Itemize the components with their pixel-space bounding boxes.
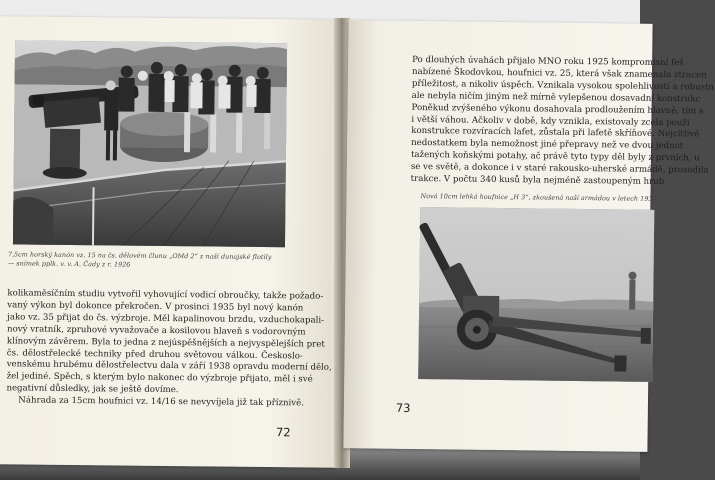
page-number-left: 72 <box>275 425 291 440</box>
page-number-right: 73 <box>395 400 411 415</box>
text-line: žel jediné. Spěch, s kterým bylo nakonec do výzbroje přijato, měl i své <box>6 371 313 385</box>
text-line: jako vz. 35 přijat do čs. výzbroje. Měl kapalinovou brzdu, vzduchokapali- <box>7 312 325 326</box>
text-line: vaný výkon byl dokonce překročen. V prosinci 1935 byl nový kanón <box>7 300 304 314</box>
text-line: Náhrada za 15cm houfnici vz. 14/16 se nevyvíjela již tak příznivě. <box>18 395 305 409</box>
text-line: se ve světě, a dokonce i v staré rakousko-uherské armádě, prosadila <box>410 162 709 176</box>
right-page <box>343 20 715 452</box>
gunboat-cannon-photo <box>13 40 287 247</box>
left-page <box>0 16 340 468</box>
text-line: klínovým závěrem. Byla to jedna z nejúspěšnějších a nejvyspělejších pret <box>6 335 325 350</box>
howitzer-illustration <box>418 207 654 382</box>
text-line: tažených koňskými potahy, ač právě tyto typy děl byly z prvních, u <box>410 150 700 164</box>
text-line: trakce. V počtu 340 kusů byla nejméně zastoupeným hrub <box>410 173 665 188</box>
text-line: negativní důsledky, jak se ještě dovíme. <box>6 383 179 396</box>
text-line: Poněkud zvýšeného výkonu dosahovala prodloužením hlavně, tím s <box>411 102 704 117</box>
photo-caption-right: Nová 10cm lehká houfnice „H 3“, zkoušená naší armádou v letech 1938 <box>420 192 657 203</box>
text-line: nabízené Škodovkou, houfnici vz. 25, která však znamenala ztracen <box>411 66 707 81</box>
text-line: nedostatkem byla nemožnost jiné přepravy než ve dvou jednot <box>411 138 684 152</box>
text-line: příležitost, a nikoliv úspěch. Vznikala vysokou spolehlivostí a robustn <box>411 78 715 93</box>
gunboat-cannon-illustration <box>13 40 287 247</box>
text-line: i větší váhou. Ačkoliv v době, kdy vznikla, existovaly zcela použi <box>411 114 690 128</box>
caption-line: 7,5cm horský kanón vz. 15 na čs. dělovém člunu „OMd 2“ z naší dunajské flotily <box>7 250 272 262</box>
text-line: kolikaměsíčním studiu vytvořil vyhovující vodicí obroučky, takže požado- <box>7 288 324 302</box>
text-line: venskému hrubému dělostřelectvu dala v září 1938 opravdu moderní dělo, <box>6 359 332 374</box>
body-text-left <box>6 288 332 410</box>
text-line: Po dlouhých úvahách přijalo MNO roku 1925 kompromisní feš <box>412 54 684 69</box>
text-line: ale nebyla ničím jiným než mírně vylepšenou dosavadní konstrukc <box>411 90 701 105</box>
howitzer-photo <box>418 207 654 382</box>
text-line: konstrukce rozvíracích lafet, zůstala při lafetě skříňové. Nejcitlivě <box>411 126 700 140</box>
text-line: nový vratník, zpruhové vyvažovače a kosilovou hlaveň s vodorovným <box>7 324 306 338</box>
text-line: čs. dělostřelecké techniky před druhou světovou válkou. Českoslo- <box>6 347 303 361</box>
photo-caption-left <box>8 250 298 271</box>
caption-line: — snímek pplk. v. v. A. Čady z r. 1926 <box>7 259 131 269</box>
body-text-right <box>410 54 715 189</box>
